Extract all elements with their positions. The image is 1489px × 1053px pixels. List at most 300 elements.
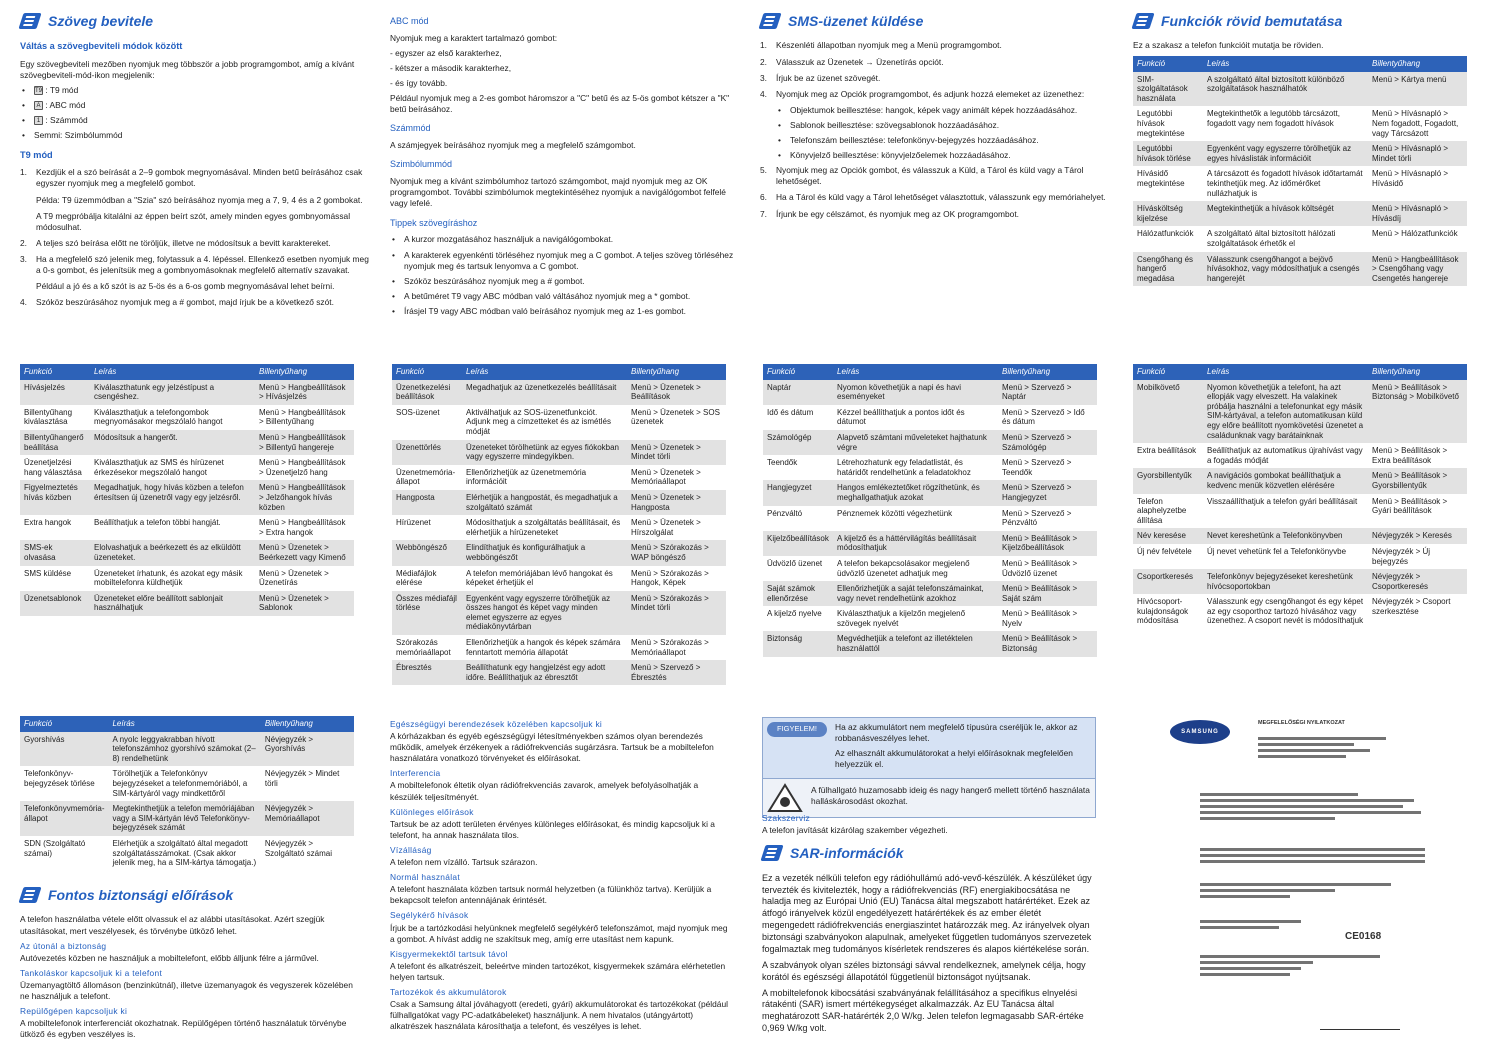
menu-path-cell: Menü > Hívásnapló > Hívásdíj	[1368, 201, 1467, 226]
menu-path-cell: Menü > Hangbeállítások > Jelzőhangok hívás közben	[255, 480, 354, 515]
function-cell: Számológép	[763, 430, 833, 455]
safety-heading: Normál használat	[390, 872, 460, 883]
paragraph: Nyomjuk meg a karaktert tartalmazó gombot:	[390, 32, 558, 43]
list-item: • A betűméret T9 vagy ABC módban való váltásához nyomjuk meg a * gombot.	[390, 291, 740, 302]
table-row	[20, 766, 354, 801]
menu-path-cell: Menü > Beállítások > Nyelv	[1002, 609, 1078, 628]
menu-path-cell: Menü > Beállítások > Gyári beállítások	[1372, 496, 1448, 516]
table-row	[1133, 569, 1467, 594]
description-cell: Megvédhetjük a telefont az illetéktelen használattól	[833, 631, 998, 656]
function-cell: Hálózatfunkciók	[1137, 229, 1194, 239]
function-cell: Legutóbbi hívások megtekintése	[1137, 109, 1185, 138]
signature	[1320, 1010, 1400, 1030]
safety-heading: Tankoláskor kapcsoljuk ki a telefont	[20, 967, 163, 978]
safety-text: Üzemanyagtöltő állomáson (benzinkútnál), illetve üzemanyagok és vegyszerek közelében ne használjuk a telefont.	[20, 979, 353, 1002]
description-cell: Ellenőrizhetjük a saját telefonszámainkat, vagy nevet rendelhetünk azokhoz	[833, 581, 998, 606]
safety-heading: Vízálláság	[390, 844, 432, 855]
table-row	[1133, 106, 1467, 141]
safety-section-continued	[390, 716, 730, 1036]
mode-item: • T9 : T9 mód	[20, 85, 370, 96]
safety-section	[20, 882, 355, 1044]
table-row	[763, 556, 1097, 581]
subheading-abc: ABC mód	[390, 16, 429, 26]
table-row	[763, 455, 1097, 480]
menu-path-cell: Névjegyzék > Gyorshívás	[261, 732, 354, 767]
warning-text: A fülhallgató huzamosabb ideig és nagy hangerő mellett történő használata halláskárosodást okozhat.	[811, 785, 1090, 807]
description-cell: Nyomon követhetjük a napi és havi eseményeket	[833, 380, 998, 405]
table-row	[392, 515, 726, 540]
list-item: • A karakterek egyenkénti törléséhez nyomjuk meg a C gombot. A teljes szöveg törléséhez nyomjuk meg és tartsuk lenyomva a C gombot.	[390, 250, 740, 272]
table-row	[20, 801, 354, 836]
menu-path-cell: Menü > Hálózatfunkciók	[1372, 229, 1458, 239]
abc-list	[390, 48, 740, 89]
declaration-of-conformity	[1170, 720, 1432, 1038]
function-cell: Üzenetmemória-állapot	[396, 467, 456, 487]
table-row	[763, 380, 1097, 405]
menu-path-cell: Menü > Szervező > Hangjegyzet	[998, 480, 1097, 505]
safety-text: A telefont és alkatrészeit, beleértve minden tartozékot, kisgyermekek számára elérhetetlen helyen tartsuk.	[390, 960, 726, 982]
tips-list	[390, 234, 740, 317]
table-row	[392, 591, 726, 635]
description-cell: Beállíthatjuk a telefon többi hangját.	[94, 518, 221, 528]
menu-path-cell: Menü > Hangbeállítások > Hívásjelzés	[255, 380, 354, 405]
table-row	[392, 660, 726, 685]
battery-warning	[763, 718, 1095, 779]
functions-table-5	[1133, 364, 1467, 629]
list-item: • A kurzor mozgatásához használjuk a navigálógombokat.	[390, 234, 740, 245]
description-cell: A telefon bekapcsolásakor megjelenő üdvözlő üzenetet adhatjuk meg	[837, 558, 970, 578]
table-row	[763, 506, 1097, 531]
description-cell: Elérhetjük a szolgáltató által megadott szolgáltatásszámokat. (Csak akkor jelenik meg, ha a SIM-kártya támogatja.)	[112, 838, 257, 868]
function-cell: Szórakozás memóriaállapot	[396, 638, 451, 657]
subheading-mode-switch: Váltás a szövegbeviteli módok között	[20, 41, 183, 52]
functions-table-2	[20, 364, 354, 616]
description-cell: Elolvashatjuk a beérkezett és az elküldött üzeneteket.	[90, 540, 255, 565]
list-item: • Sablonok beillesztése: szövegsablonok hozzáadásához.	[776, 120, 1110, 131]
menu-path-cell: Menü > Hangbeállítások > Üzenetjelző hang	[259, 458, 346, 477]
table-header-row	[1133, 56, 1467, 72]
table-row	[392, 405, 726, 440]
service-heading: Szakszerviz	[762, 813, 810, 823]
safety-heading: Segélykérő hívások	[390, 910, 469, 921]
table-row	[763, 405, 1097, 430]
description-cell: Üzeneteket törölhetünk az egyes fiókokban vagy egyszerre mindegyikben.	[462, 440, 627, 465]
function-cell: Mobilkövető	[1133, 380, 1203, 444]
menu-path-cell: Menü > Szórakozás > Memóriaállapot	[631, 638, 709, 657]
description-cell: A navigációs gombokat beállíthatjuk a kedvenc menük közvetlen elérésére	[1203, 468, 1368, 493]
list-item: - kétszer a második karakterhez,	[390, 63, 512, 74]
menu-path-cell: Menü > Beállítások > Üdvözlő üzenet	[1002, 558, 1078, 578]
description-cell: Elérhetjük a hangpostát, és megadhatjuk a szolgáltató számát	[462, 490, 627, 515]
menu-path-cell: Menü > Üzenetek > Üzenetírás	[259, 568, 329, 588]
declaration-body	[1200, 790, 1425, 979]
functions-table-4	[763, 364, 1097, 657]
description-cell: Visszaállíthatjuk a telefon gyári beállításait	[1207, 496, 1358, 506]
column-header: Billentyűhang	[261, 716, 354, 732]
sms-steps-continued	[760, 165, 1110, 219]
step: 3. Írjuk be az üzenet szövegét.	[760, 72, 881, 83]
menu-path-cell: Menü > Szórakozás > Mindet törli	[627, 591, 726, 635]
sar-paragraph: A mobiltelefonok kibocsátási szabványának felállításához a specifikus elnyelési rátakénti (SAR) ismert mértékegységet alkalmazzák. Az EU Tanácsa által meghatározott SAR-határérték 2,0 W/kg. Jelen telefon legmagasabb SAR-értéke 0,969 W/kg volt.	[762, 987, 1084, 1034]
section-logo-icon	[762, 844, 784, 862]
step-note: Példa: T9 üzemmódban a "Szia" szó beírásához nyomja meg a 7, 9, 4 és a 2 gombokat.	[36, 194, 363, 205]
function-cell: Extra hangok	[24, 518, 72, 528]
menu-path-cell: Névjegyzék > Új bejegyzés	[1372, 546, 1431, 566]
safety-text: Csak a Samsung által jóváhagyott (eredeti, gyári) akkumulátorokat és tartozékokat (például fülhallgatókat vagy PC-adatkábeleket) használjunk. A nem hivatalos (utángyártott) alkatrészek használata károsíthatja a telefont, és veszélyes is lehet.	[390, 999, 728, 1032]
description-cell: Törölhetjük a Telefonkönyv bejegyzéseket a telefonmemóriából, a SIM-kártyáról vagy mindkettőről	[112, 769, 248, 798]
column-header: Leírás	[1203, 364, 1368, 380]
table-row	[20, 566, 354, 591]
option-list	[760, 105, 1110, 161]
menu-path-cell: Menü > Hívásnapló > Nem fogadott, Fogadott, vagy Tárcsázott	[1372, 109, 1459, 138]
function-cell: Név keresése	[1133, 528, 1203, 544]
description-cell: Kiválaszthatjuk a kijelzőn megjelenő szövegek nyelvét	[837, 609, 966, 628]
column-header: Billentyűhang	[1368, 364, 1467, 380]
safety-text: A mobiltelefonok interferenciát okozhatnak. Repülőgépen történő használatuk törvénybe ütköző és egyben veszélyes is.	[20, 1018, 347, 1040]
menu-path-cell: Menü > Szervező > Teendők	[1002, 458, 1072, 477]
table-header-row	[20, 364, 354, 380]
ce-mark: CE0168	[1345, 931, 1382, 942]
menu-path-cell: Menü > Üzenetek > Sablonok	[255, 591, 354, 616]
menu-path-cell: Menü > Üzenetek > Hírszolgálat	[631, 518, 701, 537]
sar-paragraph: A szabványok olyan széles biztonsági sávval rendelkeznek, amelynek célja, hogy korától és egészségi állapotától függetlenül biztonságot nyújtsanak.	[762, 959, 1086, 982]
abc-mode-icon: A	[34, 101, 43, 110]
step: 2. Válasszuk az Üzenetek → Üzenetírás opciót.	[760, 56, 944, 67]
description-cell: Kiválaszthatunk egy jelzéstípust a csengéshez.	[90, 380, 255, 405]
description-cell: Alapvető számtani műveleteket hajthatunk végre	[833, 430, 998, 455]
function-cell: Biztonság	[763, 631, 833, 656]
function-cell: Gyorshívás	[20, 732, 108, 767]
description-cell: A szolgáltató által biztosított hálózati szolgáltatások érhetők el	[1207, 229, 1336, 248]
function-cell: SMS-ek olvasása	[20, 540, 90, 565]
function-cell: Hívásköltség kijelzése	[1133, 201, 1203, 226]
description-cell: Kiválaszthatjuk a telefongombok megnyomásakor megszólaló hangot	[94, 407, 223, 427]
function-cell: A kijelző nyelve	[767, 609, 822, 619]
description-cell: A telefon memóriájában lévő hangokat és képeket érhetjük el	[466, 568, 613, 588]
function-cell: Saját számok ellenőrzése	[763, 581, 833, 606]
description-cell: Megtekinthetjük a hívások költségét	[1203, 201, 1368, 226]
table-header-row	[20, 716, 354, 732]
menu-path-cell: Menü > Szervező > Naptár	[998, 380, 1097, 405]
column-header: Leírás	[1203, 56, 1368, 72]
paragraph: Egy szövegbeviteli mezőben nyomjuk meg többször a jobb programgombot, amíg a kívánt szövegbeviteli-mód-ikon megjelenik:	[20, 58, 355, 80]
menu-path-cell: Menü > Szervező > Pénzváltó	[1002, 508, 1072, 528]
function-cell: Telefonkönyvmemória-állapot	[20, 801, 108, 836]
table-row	[20, 455, 354, 480]
description-cell: Új nevet vehetünk fel a Telefonkönyvbe	[1207, 546, 1347, 556]
function-cell: Üzenetkezelési beállítások	[392, 380, 462, 405]
menu-path-cell: Menü > Beállítások > Extra beállítások	[1372, 446, 1448, 465]
safety-heading: Interferencia	[390, 768, 441, 779]
menu-path-cell: Menü > Szórakozás > Hangok, Képek	[631, 568, 709, 588]
menu-path-cell: Menü > Beállítások > Kijelzőbeállítások	[998, 531, 1097, 556]
description-cell: Üzeneteket írhatunk, és azokat egy másik mobiltelefonra küldhetjük	[94, 568, 243, 588]
service-and-sar	[762, 810, 1096, 1039]
menu-path-cell: Névjegyzék > Csoport szerkesztése	[1372, 597, 1451, 616]
menu-path-cell: Menü > Üzenetek > SOS üzenetek	[631, 407, 720, 427]
table-row	[1133, 380, 1467, 444]
section-logo-icon	[20, 12, 42, 30]
description-cell: Módosíthatjuk a szolgáltatás beállításait, és elérhetjük a hírüzeneteket	[466, 518, 621, 537]
function-cell: Figyelmeztetés hívás közben	[20, 480, 90, 515]
list-item: • Írásjel T9 vagy ABC módban való beírásához nyomjuk meg az 1-es gombot.	[390, 306, 740, 317]
function-cell: Ébresztés	[392, 660, 462, 685]
description-cell: Elindíthatjuk és konfigurálhatjuk a webböngészőt	[462, 540, 627, 565]
function-cell: Üzenettörlés	[392, 440, 462, 465]
column-header: Funkció	[392, 364, 462, 380]
table-row	[763, 430, 1097, 455]
column-header: Funkció	[1133, 56, 1203, 72]
description-cell: Üzeneteket előre beállított sablonjait használhatjuk	[90, 591, 255, 616]
description-cell: Létrehozhatunk egy feladatlistát, és határidőt rendelhetünk a feladatokhoz	[837, 458, 971, 477]
table-row	[1133, 594, 1467, 629]
description-cell: A nyolc leggyakrabban hívott telefonszámhoz gyorshívó számokat (2–8) rendelhetünk	[108, 732, 260, 767]
mode-list	[20, 85, 370, 141]
safety-text: Autóvezetés közben ne használjuk a mobiltelefont, előbb álljunk félre a járművel.	[20, 952, 319, 963]
section-title-functions: Funkciók rövid bemutatása	[1133, 12, 1483, 30]
paragraph: Például nyomjuk meg a 2-es gombot háromszor a "C" betű és az 5-ös gombot kétszer a "K" betű beírásához.	[390, 93, 730, 115]
step: 3. Ha a megfelelő szó jelenik meg, folytassuk a 4. lépéssel. Ellenkező esetben nyomjuk meg a 0-s gombot, és jelenítsük meg a gombnyomásoknak megfelelő alternatív szavakat.	[20, 253, 369, 275]
menu-path-cell: Menü > Beállítások > Saját szám	[998, 581, 1097, 606]
function-cell: Üzenetjelzési hang választása	[24, 458, 82, 477]
section-title-safety: Fontos biztonsági előírások	[20, 886, 355, 904]
menu-path-cell: Menü > Hangbeállítások > Csengőhang vagy Csengetés hangereje	[1368, 252, 1467, 287]
description-cell: Megadhatjuk, hogy hívás közben a telefon értesítsen új üzenetről vagy egy jelzésről.	[90, 480, 255, 515]
safety-heading: Egészségügyi berendezések közelében kapcsoljuk ki	[390, 719, 603, 729]
table-row	[392, 465, 726, 490]
function-cell: Webböngésző	[392, 540, 462, 565]
table-row	[20, 430, 354, 455]
menu-path-cell: Névjegyzék > Szolgáltató számai	[264, 838, 332, 858]
menu-path-cell: Menü > Beállítások > Biztonság	[998, 631, 1097, 656]
function-cell: Teendők	[767, 458, 798, 468]
step: 7. Írjunk be egy célszámot, és nyomjuk meg az OK programgombot.	[760, 208, 1019, 219]
function-cell: Billentyűhangerő beállítása	[20, 430, 90, 455]
step: 4. Nyomjuk meg az Opciók programgombot, és adjunk hozzá elemeket az üzenethez:	[760, 88, 1085, 99]
function-cell: Hívásidő megtekintése	[1137, 169, 1185, 188]
table-row	[1133, 252, 1467, 287]
table-row	[1133, 141, 1467, 166]
description-cell: Megadhatjuk az üzenetkezelés beállításait	[462, 380, 627, 405]
warning-box	[762, 717, 1096, 818]
safety-text: A mobiltelefonok éltetik olyan rádiófrekvenciás zavarok, amelyek befolyásolhatják a készülék teljesítményét.	[390, 780, 699, 802]
description-cell: Telefonkönyv bejegyzéseket kereshetünk hívócsoportokban	[1203, 569, 1368, 594]
number-mode-icon: 1	[34, 116, 43, 125]
menu-path-cell: Menü > Szórakozás > WAP böngésző	[627, 540, 726, 565]
menu-path-cell: Menü > Üzenetek > Beállítások	[627, 380, 726, 405]
service-text: A telefon javítását kizárólag szakember végezheti.	[762, 825, 948, 836]
table-row	[20, 515, 354, 540]
menu-path-cell: Névjegyzék > Csoportkeresés	[1368, 569, 1467, 594]
function-cell: Gyorsbillentyűk	[1133, 468, 1203, 493]
menu-path-cell: Menü > Hangbeállítások > Billentyű hangereje	[255, 430, 354, 455]
column-1	[20, 8, 370, 313]
table-header-row	[763, 364, 1097, 380]
safety-heading: Az útonál a biztonság	[20, 940, 107, 951]
mode-item: • A : ABC mód	[20, 100, 370, 111]
table-row	[763, 606, 1097, 631]
functions-table-3	[392, 364, 726, 685]
description-cell: Pénznemek közötti végezhetünk	[837, 508, 953, 518]
menu-path-cell: Menü > Kártya menü	[1368, 72, 1467, 107]
column-header: Billentyűhang	[1368, 56, 1467, 72]
function-cell: Idő és dátum	[767, 407, 814, 417]
menu-path-cell: Névjegyzék > Mindet törli	[264, 769, 340, 788]
description-cell: Beállíthatunk egy hangjelzést egy adott időre. Beállíthatjuk az ébresztőt	[462, 660, 627, 685]
menu-path-cell: Menü > Üzenetek > Beérkezett vagy Kimenő	[255, 540, 354, 565]
safety-text: Tartsuk be az adott területen érvényes különleges előírásokat, és mindig kapcsoljuk ki a telefont, ha annak használata tilos.	[390, 818, 715, 840]
description-cell: Egyenként vagy egyszerre törölhetjük az összes hangot és képet vagy minden elemet egyszerre az egyes médiakönyvtárban	[462, 591, 627, 635]
functions-table-6	[20, 716, 354, 871]
menu-path-cell: Menü > Szervező > Számológép	[998, 430, 1097, 455]
table-row	[1133, 166, 1467, 201]
warning-triangle-icon	[767, 783, 803, 813]
subheading-t9: T9 mód	[20, 150, 53, 161]
list-item: • Objektumok beillesztése: hangok, képek vagy animált képek hozzáadásához.	[776, 105, 1110, 116]
description-cell: Egyenként vagy egyszerre törölhetjük az egyes híváslisták információit	[1203, 141, 1368, 166]
function-cell: Naptár	[763, 380, 833, 405]
function-cell: Üdvözlő üzenet	[767, 558, 823, 568]
menu-path-cell: Menü > Hangbeállítások > Extra hangok	[259, 518, 346, 537]
column-header: Leírás	[833, 364, 998, 380]
menu-path-cell: Menü > Beállítások > Biztonság > Mobilkövető	[1368, 380, 1467, 444]
column-4	[1133, 8, 1483, 56]
section-logo-icon	[1133, 12, 1155, 30]
table-row	[20, 405, 354, 430]
function-cell: SMS küldése	[24, 568, 72, 578]
function-cell: Legutóbbi hívások törlése	[1133, 141, 1203, 166]
table-row	[1133, 72, 1467, 107]
function-cell: Összes médiafájl törlése	[392, 591, 462, 635]
menu-path-cell: Névjegyzék > Memóriaállapot	[261, 801, 354, 836]
function-cell: Hívásjelzés	[20, 380, 90, 405]
table-row	[1133, 494, 1467, 529]
section-title-text-input: Szöveg bevitele	[20, 12, 370, 30]
function-cell: Új név felvétele	[1137, 546, 1192, 556]
section-title-sms: SMS-üzenet küldése	[760, 12, 1110, 30]
table-row	[392, 635, 726, 660]
list-item: • Könyvjelző beillesztése: könyvjelzőelemek hozzáadásához.	[776, 150, 1110, 161]
description-cell: Válasszunk csengőhangot a bejövő hívásokhoz, vagy módosíthatjuk a csengés hangerejét	[1203, 252, 1368, 287]
column-header: Leírás	[90, 364, 255, 380]
step: 1. Készenléti állapotban nyomjuk meg a Menü programgombot.	[760, 40, 1002, 51]
safety-heading: Kisgyermekektől tartsuk távol	[390, 948, 508, 959]
menu-path-cell: Menü > Üzenetek > Memóriaállapot	[631, 467, 701, 487]
safety-heading: Különleges előírások	[390, 806, 474, 817]
mode-item: • 1 : Számmód	[20, 115, 370, 126]
table-row	[763, 581, 1097, 606]
table-row	[20, 540, 354, 565]
description-cell: A szolgáltató által biztosított különböző szolgáltatások használhatók	[1203, 72, 1368, 107]
paragraph: Nyomjuk meg a kívánt szimbólumhoz tartozó számgombot, majd nyomjuk meg az OK programgombot. További szimbólumok megtekintéséhez nyomjuk a navigálógombot felfelé vagy lefelé.	[390, 176, 726, 209]
safety-text: Írjuk be a tartózkodási helyünknek megfelelő segélykérő telefonszámot, majd nyomjuk meg a gombot. A hívást addig ne szakítsuk meg, amíg erre utasítást nem kapunk.	[390, 922, 728, 944]
table-row	[392, 380, 726, 405]
table-header-row	[392, 364, 726, 380]
description-cell: A kijelző és a háttérvilágítás beállításait módosíthatjuk	[833, 531, 998, 556]
step: 1. Kezdjük el a szó beírását a 2–9 gombok megnyomásával. Minden betű beírásához csak egyszer nyomjuk meg a megfelelő gombot.	[20, 167, 363, 189]
column-header: Billentyűhang	[998, 364, 1097, 380]
function-cell: Csengőhang és hangerő megadása	[1133, 252, 1203, 287]
paragraph: A számjegyek beírásához nyomjuk meg a megfelelő számgombot.	[390, 140, 636, 151]
table-row	[20, 380, 354, 405]
table-row	[20, 480, 354, 515]
menu-path-cell: Névjegyzék > Keresés	[1368, 528, 1467, 544]
table-row	[392, 566, 726, 591]
description-cell: Ellenőrizhetjük az üzenetmemória információit	[466, 467, 587, 487]
paragraph: A telefon használatba vétele előtt olvassuk el az alábbi utasításokat. Azért szegjük utasításokat, mert veszélyesek, és törvénybe ütköző lehet.	[20, 914, 325, 936]
table-row	[20, 732, 354, 767]
safety-heading: Repülőgépen kapcsoljuk ki	[20, 1006, 128, 1017]
sar-paragraph: Ez a vezeték nélküli telefon egy rádióhullámú adó-vevő-készülék. A készüléket úgy tervezték és kivitelezték, hogy a rádiófrekvenciás (RF) energiakibocsátása ne haladja meg az Európai Unió (EU) Tanácsa által megszabott határértéket. Ezek az átfogó irányelvek közül engedélyezett határértékek és az ember életét megengedett rádiófrekvenciás energiaszintet határozzák meg. Az irányelvek olyan biztonsági szabványokon alapulnak, amelyeket független tudományos szervezetek fogalmaztak meg tudományos kísérletek rendszeres és alapos kiértékelése során.	[762, 872, 1092, 954]
list-item: • Szóköz beszúrásához nyomjuk meg a # gombot.	[390, 276, 740, 287]
function-cell: Csoportkeresés	[1133, 569, 1203, 594]
declaration-title: MEGFELELŐSÉGI NYILATKOZAT	[1258, 720, 1345, 726]
safety-text: A telefont használata közben tartsuk normál helyzetben (a fülünkhöz tartva). Kerüljük a bekapcsolt telefon antennájának érintését.	[390, 884, 712, 906]
t9-steps	[20, 167, 370, 308]
column-2	[390, 8, 740, 321]
description-cell: Módosítsuk a hangerőt.	[90, 430, 255, 455]
description-cell: Hangos emlékeztetőket rögzíthetünk, és meghallgathatjuk azokat	[833, 480, 998, 505]
table-row	[1133, 226, 1467, 251]
subheading-symbol: Szimbólummód	[390, 159, 453, 170]
function-cell: Extra beállítások	[1137, 446, 1197, 456]
description-cell: Válasszunk egy csengőhangot és egy képet az egy csoporthoz tartozó hívásához vagy üzenethez. A csoport nevét is módosíthatjuk	[1207, 597, 1364, 626]
description-cell: Kiválaszthatjuk az SMS és hírüzenet érkezésekor megszólaló hangot	[94, 458, 224, 477]
functions-table-1	[1133, 56, 1467, 286]
function-cell: Hangjegyzet	[763, 480, 833, 505]
function-cell: SOS-üzenet	[396, 407, 440, 417]
column-header: Funkció	[763, 364, 833, 380]
subheading-number: Számmód	[390, 123, 431, 134]
safety-text: A kórházakban és egyéb egészségügyi létesítményekben számos olyan berendezés működik, amelyek érzékenyek a rádiófrekvenciás sugárzásra. Tartsuk be a mobiltelefon használatára vonatkozó törvényeket és előírásokat.	[390, 731, 714, 764]
table-row	[1133, 468, 1467, 493]
step: 6. Ha a Tárol és küld vagy a Tárol lehetőséget választottuk, válasszunk egy memóriahelyet.	[760, 192, 1106, 203]
description-cell: Nevet kereshetünk a Telefonkönyvben	[1203, 528, 1368, 544]
table-row	[1133, 201, 1467, 226]
warning-text: Az elhasznált akkumulátorokat a helyi előírásoknak megfelelően helyezzük el.	[835, 748, 1073, 770]
declaration-body	[1258, 734, 1418, 761]
section-title-sar: SAR-információk	[762, 844, 1096, 862]
sms-steps	[760, 40, 1110, 99]
step: 5. Nyomjuk meg az Opciók gombot, és válasszuk a Küld, a Tárol és küld vagy a Tárol lehetőséget.	[760, 165, 1084, 187]
column-header: Funkció	[1133, 364, 1203, 380]
column-header: Funkció	[20, 364, 90, 380]
samsung-logo: SAMSUNG	[1170, 720, 1230, 744]
step-note: Például a jó és a kő szót is az 5-ös és a 6-os gomb megnyomásával lehet beírni.	[36, 281, 335, 292]
table-header-row	[1133, 364, 1467, 380]
safety-text: A telefon nem vízálló. Tartsuk szárazon.	[390, 857, 538, 868]
step-note: A T9 megpróbálja kitalálni az éppen beírt szót, amely minden egyes gombnyomással módosulhat.	[36, 210, 351, 232]
description-cell: Ellenőrizhetjük a hangok és képek számára fenntartott memória állapotát	[466, 638, 621, 657]
table-row	[763, 480, 1097, 505]
warning-badge: FIGYELEM!	[767, 722, 827, 737]
menu-path-cell: Menü > Hívásnapló > Hívásidő	[1372, 169, 1449, 188]
safety-heading: Tartozékok és akkumulátorok	[390, 986, 507, 997]
function-cell: Hírüzenet	[396, 518, 431, 528]
list-item: - egyszer az első karakterhez,	[390, 47, 502, 58]
menu-path-cell: Menü > Szervező > Idő és dátum	[1002, 407, 1085, 427]
function-cell: Pénzváltó	[767, 508, 803, 518]
step: 2. A teljes szó beírása előtt ne töröljük, illetve ne módosítsuk a bevitt karaktereket.	[20, 237, 331, 248]
paragraph: Ez a szakasz a telefon funkcióit mutatja be röviden.	[1133, 40, 1324, 51]
description-cell: Kézzel beállíthatjuk a pontos időt és dátumot	[837, 407, 965, 427]
table-row	[763, 531, 1097, 556]
list-item: - és így tovább.	[390, 78, 448, 89]
mode-item: • Semmi: Szimbólummód	[20, 130, 370, 141]
table-row	[392, 440, 726, 465]
subheading-tips: Tippek szövegíráshoz	[390, 217, 478, 228]
step: 4. Szóköz beszúrásához nyomjuk meg a # gombot, majd írjuk be a következő szót.	[20, 297, 334, 308]
